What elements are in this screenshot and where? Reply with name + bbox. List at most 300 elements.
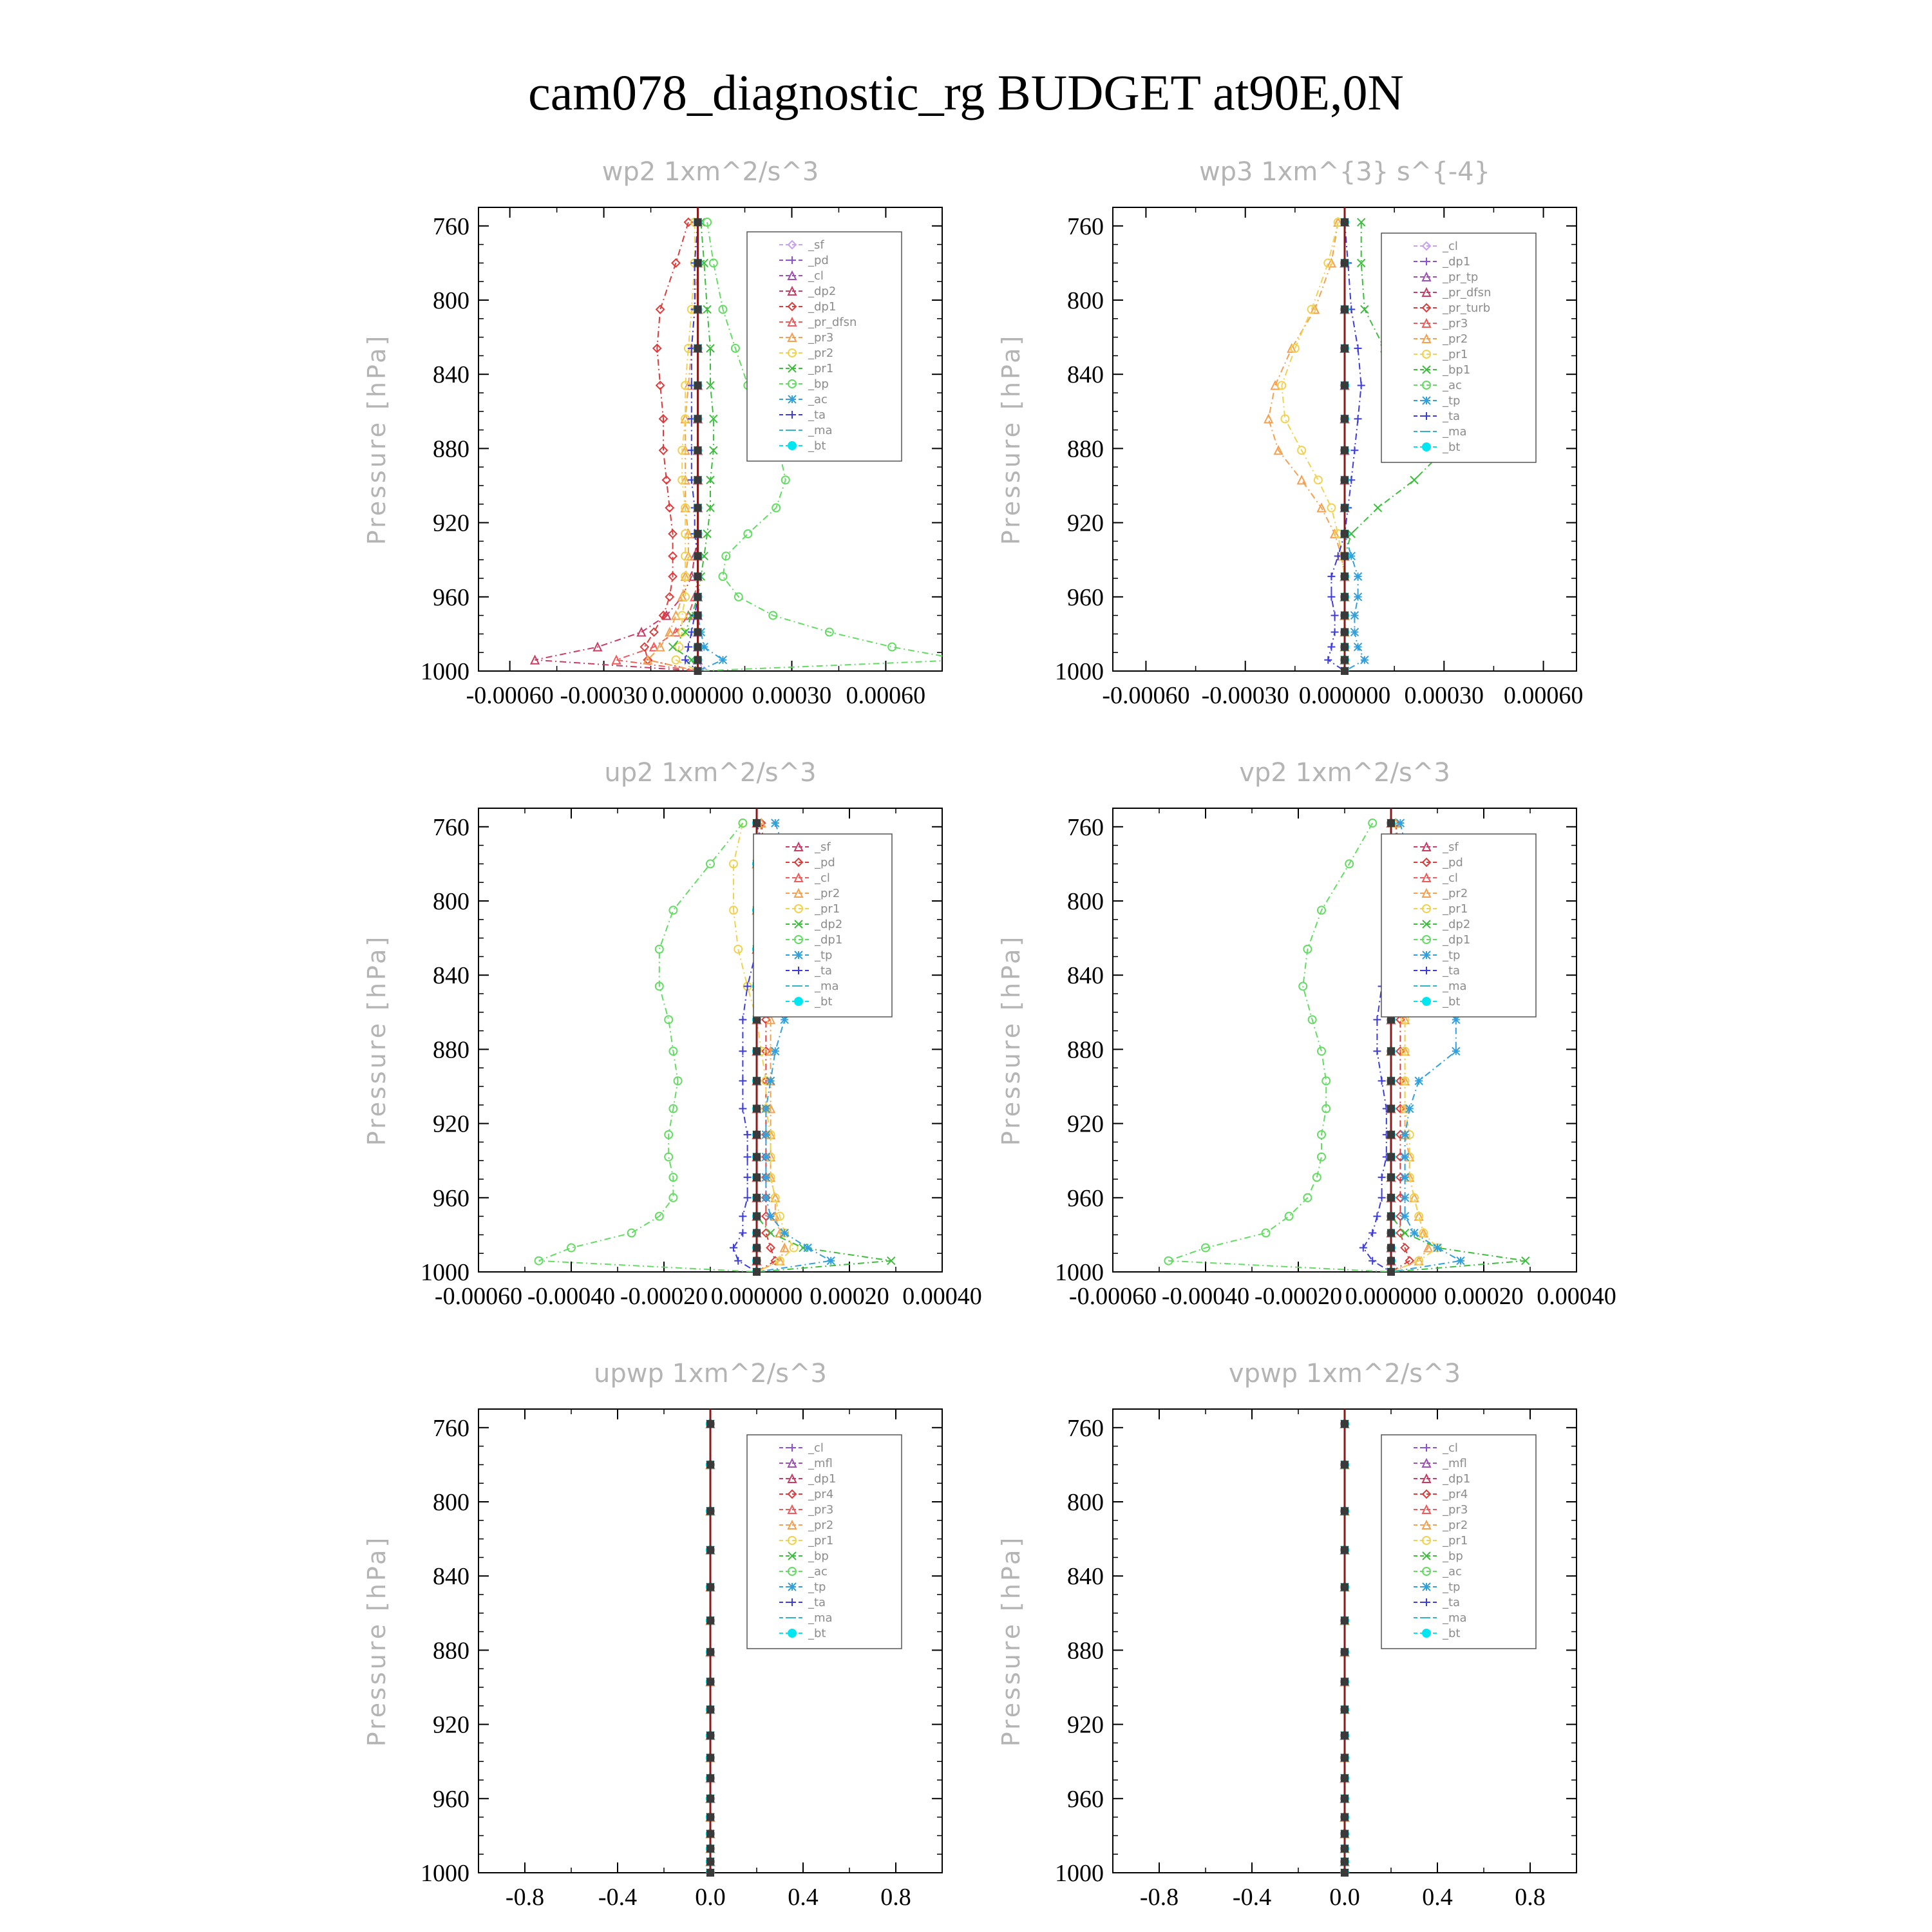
series-marker: [656, 305, 664, 313]
zero-marker: [1387, 1131, 1395, 1139]
y-tick-label: 960: [433, 1184, 469, 1212]
y-tick-label: 800: [433, 1489, 469, 1516]
legend-label: _ma: [808, 1611, 833, 1625]
series-marker: [739, 1213, 746, 1220]
legend-label: _sf: [1443, 840, 1459, 854]
series-marker: [1410, 1229, 1418, 1237]
series-marker: [734, 945, 742, 953]
zero-marker: [1341, 1845, 1349, 1853]
zero-marker: [1341, 1461, 1349, 1468]
zero-marker: [1341, 504, 1349, 512]
series-marker: [772, 819, 779, 827]
series-marker: [719, 656, 726, 664]
legend-label: _pr_dfsn: [808, 316, 857, 329]
legend-label: _cl: [808, 1441, 824, 1455]
legend-marker: [788, 441, 797, 450]
series-marker: [1331, 629, 1339, 636]
legend-label: _pr3: [1443, 317, 1468, 330]
x-tick-label: 0.4: [1422, 1884, 1453, 1911]
series-marker: [781, 1229, 788, 1237]
y-tick-label: 800: [433, 888, 469, 915]
zero-marker: [694, 612, 702, 620]
y-tick-label: 760: [1067, 813, 1104, 841]
legend-label: _pr2: [1443, 887, 1468, 900]
series-marker: [744, 1173, 752, 1181]
zero-marker: [753, 1244, 761, 1252]
legend-label: _ma: [1443, 980, 1467, 993]
y-tick-label: 920: [1067, 1711, 1104, 1739]
x-tick-label: 0.0: [1329, 1884, 1360, 1911]
y-tick-label: 920: [433, 1711, 469, 1739]
budget-panel: [997, 758, 1616, 1310]
series-marker: [739, 1229, 746, 1237]
legend-marker: [1422, 997, 1431, 1006]
zero-marker: [1387, 1257, 1395, 1265]
zero-marker: [1341, 612, 1349, 620]
y-tick-label: 1000: [1055, 658, 1104, 685]
legend-marker: [788, 395, 796, 403]
zero-marker: [1341, 1869, 1349, 1877]
y-tick-label: 840: [433, 962, 469, 990]
legend-label: _pd: [815, 856, 835, 869]
x-tick-label: -0.00020: [620, 1283, 708, 1310]
zero-marker: [694, 305, 702, 313]
zero-marker: [1341, 1774, 1349, 1782]
zero-marker: [1387, 1077, 1395, 1084]
legend-label: _bt: [808, 439, 826, 453]
zero-marker: [1387, 1194, 1395, 1202]
legend-label: _pr4: [808, 1488, 834, 1501]
series-marker: [762, 1153, 770, 1160]
legend-label: _bp: [808, 1549, 829, 1563]
budget-panel: [363, 758, 982, 1310]
legend-label: _ta: [808, 408, 826, 422]
zero-marker: [1387, 1268, 1395, 1276]
series-marker: [1358, 381, 1365, 389]
x-tick-label: -0.00060: [466, 682, 554, 709]
legend-label: _dp1: [808, 300, 837, 314]
y-tick-label: 920: [1067, 509, 1104, 537]
series-marker: [762, 1194, 770, 1202]
zero-marker: [1341, 1583, 1349, 1591]
series-line: [645, 222, 698, 671]
zero-marker: [1341, 259, 1349, 267]
panel-title: wp3 1xm^{3} s^{-4}: [1198, 157, 1491, 187]
legend-marker: [1422, 442, 1431, 451]
legend-marker: [1423, 397, 1430, 404]
series-marker: [638, 629, 645, 636]
legend-label: _ma: [1443, 425, 1467, 439]
legend-label: _bp: [1443, 1549, 1463, 1563]
y-tick-label: 1000: [421, 1259, 469, 1286]
zero-marker: [706, 1869, 714, 1877]
legend-label: _tp: [1443, 949, 1461, 962]
legend-label: _pr1: [1443, 1534, 1468, 1548]
series-marker: [628, 1229, 636, 1237]
y-tick-label: 800: [1067, 888, 1104, 915]
zero-marker: [694, 476, 702, 484]
legend-label: _dp1: [808, 1472, 837, 1486]
series-marker: [1378, 1077, 1386, 1084]
panel-title: wp2 1xm^2/s^3: [601, 157, 819, 187]
series-marker: [744, 1131, 752, 1139]
zero-marker: [1387, 1229, 1395, 1237]
legend-label: _cl: [815, 871, 830, 885]
y-axis-label: Pressure [hPa]: [997, 333, 1025, 545]
zero-marker: [1341, 1858, 1349, 1866]
legend-marker: [1423, 1583, 1430, 1591]
series-marker: [1373, 1213, 1381, 1220]
y-tick-label: 800: [1067, 1489, 1104, 1516]
series-marker: [730, 1244, 737, 1252]
y-tick-label: 960: [433, 583, 469, 611]
y-tick-label: 1000: [1055, 1860, 1104, 1887]
legend-label: _sf: [808, 238, 824, 252]
y-tick-label: 880: [1067, 1036, 1104, 1064]
y-tick-label: 760: [1067, 1414, 1104, 1442]
x-tick-label: 0.000000: [652, 682, 744, 709]
y-tick-label: 760: [433, 813, 469, 841]
panel-title: vp2 1xm^2/s^3: [1239, 758, 1450, 788]
series-marker: [1327, 593, 1335, 601]
legend-label: _cl: [1443, 1441, 1458, 1455]
zero-marker: [753, 1229, 761, 1237]
legend-label: _ta: [1443, 1596, 1461, 1609]
legend-label: _tp: [808, 1580, 826, 1594]
zero-marker: [706, 1795, 714, 1803]
series-marker: [685, 643, 692, 651]
series-marker: [1374, 504, 1381, 512]
series-marker: [1327, 643, 1335, 651]
series-marker: [1350, 629, 1358, 636]
series-marker: [772, 1047, 779, 1055]
series-marker: [1354, 573, 1362, 580]
legend-label: _pr1: [1443, 902, 1468, 916]
zero-marker: [1341, 656, 1349, 664]
budget-panel: [997, 1359, 1577, 1911]
series-line: [1282, 222, 1345, 671]
x-tick-label: -0.00060: [434, 1283, 523, 1310]
y-tick-label: 800: [433, 287, 469, 314]
series-marker: [1361, 656, 1368, 664]
legend-label: _pr1: [1443, 348, 1468, 361]
legend-label: _pr1: [808, 1534, 834, 1548]
zero-marker: [1341, 1507, 1349, 1515]
y-tick-label: 800: [1067, 287, 1104, 314]
series-marker: [1415, 1077, 1423, 1084]
y-tick-label: 840: [1067, 962, 1104, 990]
series-marker: [739, 1016, 746, 1023]
series-marker: [1327, 504, 1335, 512]
zero-marker: [706, 1583, 714, 1591]
series-line: [648, 222, 698, 671]
x-tick-label: -0.8: [505, 1884, 545, 1911]
legend-label: _mfl: [808, 1457, 833, 1470]
x-tick-label: -0.8: [1139, 1884, 1179, 1911]
y-axis-label: Pressure [hPa]: [997, 1535, 1025, 1747]
zero-marker: [694, 573, 702, 580]
y-tick-label: 920: [1067, 1110, 1104, 1138]
zero-marker: [694, 530, 702, 538]
zero-marker: [1341, 1795, 1349, 1803]
y-tick-label: 1000: [421, 1860, 469, 1887]
legend-label: _pr2: [808, 1519, 834, 1532]
legend-label: _pr_tp: [1443, 270, 1479, 284]
zero-marker: [694, 667, 702, 675]
y-tick-label: 920: [433, 509, 469, 537]
legend-label: _pr3: [808, 331, 834, 345]
series-marker: [734, 1257, 742, 1265]
y-tick-label: 840: [433, 1563, 469, 1591]
zero-marker: [1341, 1732, 1349, 1739]
x-tick-label: -0.4: [1232, 1884, 1272, 1911]
zero-marker: [1341, 476, 1349, 484]
series-marker: [1401, 1153, 1409, 1160]
y-tick-label: 880: [1067, 1637, 1104, 1665]
legend-label: _cl: [1443, 871, 1458, 885]
zero-marker: [694, 381, 702, 389]
series-marker: [1457, 1257, 1464, 1265]
series-marker: [739, 1077, 746, 1084]
legend-label: _bt: [815, 995, 833, 1009]
legend-label: _dp2: [815, 918, 843, 931]
zero-marker: [1387, 819, 1395, 827]
series-marker: [1373, 1016, 1381, 1023]
zero-marker: [706, 1507, 714, 1515]
budget-panel: [363, 1359, 942, 1911]
legend-label: _sf: [815, 840, 831, 854]
series-marker: [1410, 476, 1418, 484]
zero-marker: [706, 1546, 714, 1554]
x-tick-label: 0.0: [695, 1884, 726, 1911]
series-marker: [1401, 1194, 1409, 1202]
x-tick-label: 0.00060: [846, 682, 926, 709]
x-tick-label: -0.00020: [1254, 1283, 1343, 1310]
legend-marker: [1423, 951, 1430, 959]
legend-label: _tp: [1443, 394, 1461, 408]
zero-marker: [706, 1616, 714, 1624]
x-tick-label: 0.000000: [1345, 1283, 1437, 1310]
series-line: [535, 222, 698, 671]
y-tick-label: 960: [1067, 1785, 1104, 1813]
x-tick-label: -0.00030: [560, 682, 648, 709]
legend-label: _bp1: [1443, 363, 1471, 377]
series-marker: [1314, 476, 1322, 484]
legend-label: _dp1: [1443, 255, 1471, 269]
zero-marker: [753, 1173, 761, 1181]
series-marker: [1378, 1173, 1386, 1181]
x-tick-label: 0.00060: [1503, 682, 1584, 709]
legend-label: _pd: [1443, 856, 1463, 869]
series-marker: [762, 1105, 770, 1113]
x-tick-label: -0.00040: [527, 1283, 616, 1310]
series-marker: [1406, 1105, 1414, 1113]
series-line: [1168, 823, 1391, 1272]
y-tick-label: 880: [433, 1036, 469, 1064]
legend-label: _ac: [808, 393, 828, 406]
legend-label: _ma: [808, 424, 833, 437]
zero-marker: [1387, 1173, 1395, 1181]
x-tick-label: -0.00030: [1201, 682, 1289, 709]
series-marker: [1401, 1173, 1409, 1181]
y-tick-label: 1000: [421, 658, 469, 685]
legend-label: _pr2: [815, 887, 840, 900]
zero-marker: [1341, 1678, 1349, 1685]
zero-marker: [753, 1131, 761, 1139]
x-tick-label: -0.00060: [1102, 682, 1190, 709]
y-tick-label: 1000: [1055, 1259, 1104, 1286]
zero-marker: [1341, 643, 1349, 651]
legend-label: _ac: [808, 1565, 828, 1578]
zero-marker: [1341, 1754, 1349, 1761]
series-marker: [1401, 1229, 1409, 1237]
zero-marker: [753, 1194, 761, 1202]
zero-marker: [706, 1461, 714, 1468]
y-axis-label: Pressure [hPa]: [363, 1535, 391, 1747]
y-tick-label: 840: [1067, 361, 1104, 389]
series-marker: [767, 1213, 775, 1220]
legend-label: _ac: [1443, 379, 1462, 392]
zero-marker: [694, 643, 702, 651]
legend-label: _ta: [815, 964, 833, 978]
series-marker: [1298, 476, 1305, 484]
zero-marker: [1341, 1706, 1349, 1714]
zero-marker: [1387, 1244, 1395, 1252]
zero-marker: [1341, 218, 1349, 226]
series-marker: [767, 1229, 775, 1237]
y-tick-label: 920: [433, 1110, 469, 1138]
zero-marker: [753, 1213, 761, 1220]
zero-marker: [1387, 1047, 1395, 1055]
series-marker: [1373, 1047, 1381, 1055]
x-tick-label: 0.00040: [902, 1283, 982, 1310]
y-axis-label: Pressure [hPa]: [997, 934, 1025, 1146]
series-marker: [1401, 1131, 1409, 1139]
legend-label: _ta: [1443, 964, 1461, 978]
zero-marker: [753, 1268, 761, 1276]
series-marker: [1396, 819, 1404, 827]
series-marker: [669, 906, 677, 914]
series-line: [539, 823, 757, 1272]
zero-marker: [694, 629, 702, 636]
legend-label: _dp1: [1443, 1472, 1471, 1486]
legend-label: _ta: [808, 1596, 826, 1609]
legend-label: _pr_dfsn: [1443, 286, 1492, 299]
zero-marker: [706, 1732, 714, 1739]
series-marker: [706, 860, 714, 867]
x-tick-label: 0.8: [880, 1884, 911, 1911]
zero-marker: [1341, 305, 1349, 313]
series-marker: [762, 1131, 770, 1139]
zero-marker: [706, 1774, 714, 1782]
x-tick-label: 0.000000: [710, 1283, 803, 1310]
series-marker: [1354, 643, 1362, 651]
zero-marker: [694, 656, 702, 664]
y-tick-label: 840: [1067, 1563, 1104, 1591]
y-tick-label: 760: [433, 213, 469, 240]
series-marker: [1361, 305, 1368, 313]
series-marker: [1401, 1213, 1409, 1220]
legend-label: _dp1: [815, 933, 843, 947]
legend-label: _pr2: [1443, 332, 1468, 346]
zero-marker: [1341, 629, 1349, 636]
y-tick-label: 880: [433, 1637, 469, 1665]
y-tick-label: 960: [1067, 1184, 1104, 1212]
series-marker: [739, 1105, 746, 1113]
series-marker: [804, 1244, 811, 1252]
series-marker: [744, 1194, 752, 1202]
series-marker: [1354, 345, 1362, 352]
x-tick-label: -0.00060: [1068, 1283, 1157, 1310]
series-marker: [666, 593, 674, 601]
zero-marker: [694, 259, 702, 267]
zero-marker: [1341, 1420, 1349, 1428]
y-tick-label: 960: [433, 1785, 469, 1813]
legend-label: _pr2: [1443, 1519, 1468, 1532]
series-marker: [1354, 415, 1362, 422]
figure-title: cam078_diagnostic_rg BUDGET at90E,0N: [528, 64, 1404, 120]
y-tick-label: 880: [433, 435, 469, 463]
legend-label: _bt: [1443, 1627, 1461, 1640]
legend-label: _cl: [808, 269, 824, 283]
zero-marker: [1387, 1105, 1395, 1113]
legend-label: _pr_turb: [1443, 301, 1491, 315]
zero-marker: [706, 1830, 714, 1838]
legend-label: _bt: [808, 1627, 826, 1640]
zero-marker: [753, 1077, 761, 1084]
zero-marker: [1387, 1153, 1395, 1160]
budget-panel: [997, 157, 1583, 709]
zero-marker: [1341, 415, 1349, 422]
zero-marker: [694, 552, 702, 560]
series-marker: [1265, 415, 1273, 422]
x-tick-label: 0.00030: [1404, 682, 1484, 709]
zero-marker: [706, 1858, 714, 1866]
x-tick-label: 0.00040: [1537, 1283, 1616, 1310]
legend-label: _ta: [1443, 410, 1461, 423]
series-marker: [665, 1153, 672, 1160]
legend-label: _ma: [815, 980, 839, 993]
y-tick-label: 840: [433, 361, 469, 389]
series-marker: [744, 1153, 752, 1160]
legend-label: _pr3: [1443, 1503, 1468, 1517]
series-marker: [1350, 446, 1358, 454]
series-marker: [739, 1047, 746, 1055]
zero-marker: [1341, 446, 1349, 454]
zero-marker: [706, 1845, 714, 1853]
zero-marker: [753, 1047, 761, 1055]
zero-marker: [1341, 345, 1349, 352]
zero-marker: [753, 819, 761, 827]
zero-marker: [694, 593, 702, 601]
series-marker: [762, 1173, 770, 1181]
zero-marker: [1341, 667, 1349, 675]
series-marker: [827, 1257, 835, 1265]
series-marker: [767, 1077, 775, 1084]
x-tick-label: -0.00040: [1161, 1283, 1250, 1310]
legend-label: _pr3: [808, 1503, 834, 1517]
legend-label: _dp1: [1443, 933, 1471, 947]
legend-marker: [795, 951, 802, 959]
legend-label: _bt: [1443, 440, 1461, 454]
legend-label: _tp: [815, 949, 833, 962]
zero-marker: [694, 504, 702, 512]
legend-marker: [794, 997, 803, 1006]
legend-marker: [788, 1629, 797, 1638]
zero-marker: [1341, 381, 1349, 389]
zero-marker: [706, 1648, 714, 1656]
zero-marker: [1341, 1616, 1349, 1624]
